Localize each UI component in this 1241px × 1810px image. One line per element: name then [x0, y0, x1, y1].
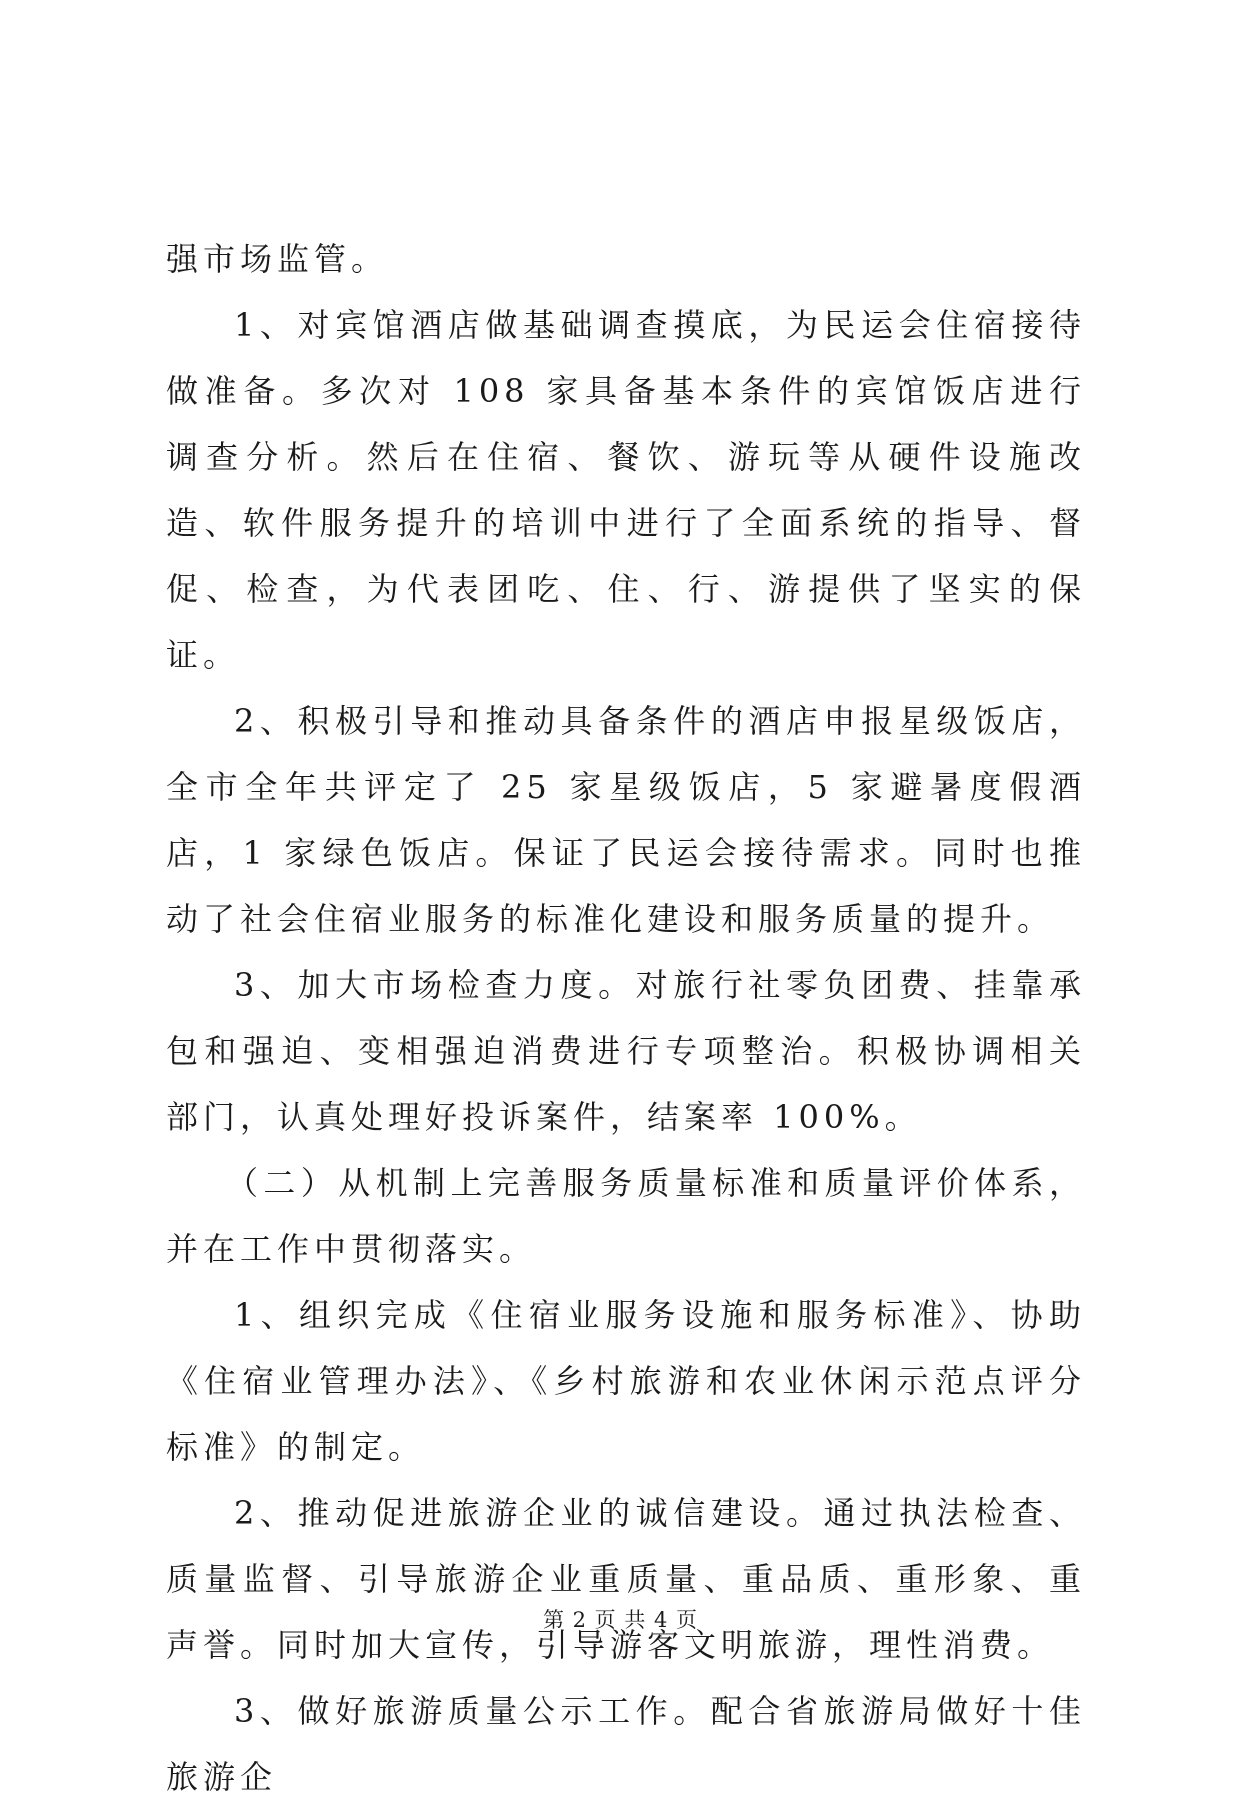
paragraph-market-inspection: 3、加大市场检查力度。对旅行社零负团费、挂靠承包和强迫、变相强迫消费进行专项整治。积极协调相关部门，认真处理好投诉案件，结案率 100%。 [166, 966, 1086, 1136]
paragraph-continuation: 强市场监管。 [166, 240, 389, 278]
paragraph-quality-publicity: 3、做好旅游质量公示工作。配合省旅游局做好十佳旅游企 [166, 1692, 1086, 1796]
paragraph-integrity: 2、推动促进旅游企业的诚信建设。通过执法检查、质量监督、引导旅游企业重质量、重品质、重形象、重声誉。同时加大宣传，引导游客文明旅游，理性消费。 [166, 1494, 1086, 1664]
document-body [166, 226, 1086, 1810]
paragraph-star-hotels: 2、积极引导和推动具备条件的酒店申报星级饭店，全市全年共评定了 25 家星级饭店，5 家避暑度假酒店，1 家绿色饭店。保证了民运会接待需求。同时也推动了社会住宿业服务的标准化建设和服务质量的提升。 [166, 702, 1086, 938]
page-footer: 第 2 页 共 4 页 [542, 1608, 699, 1632]
paragraph-standards: 1、组织完成《住宿业服务设施和服务标准》、协助《住宿业管理办法》、《乡村旅游和农业休闲示范点评分标准》的制定。 [166, 1296, 1086, 1466]
paragraph-hotel-survey: 1、对宾馆酒店做基础调查摸底，为民运会住宿接待做准备。多次对 108 家具备基本条件的宾馆饭店进行调查分析。然后在住宿、餐饮、游玩等从硬件设施改造、软件服务提升的培训中进行了全面系统的指导、督促、检查，为代表团吃、住、行、游提供了坚实的保证。 [166, 306, 1086, 674]
section-heading-two: （二）从机制上完善服务质量标准和质量评价体系，并在工作中贯彻落实。 [166, 1164, 1086, 1268]
